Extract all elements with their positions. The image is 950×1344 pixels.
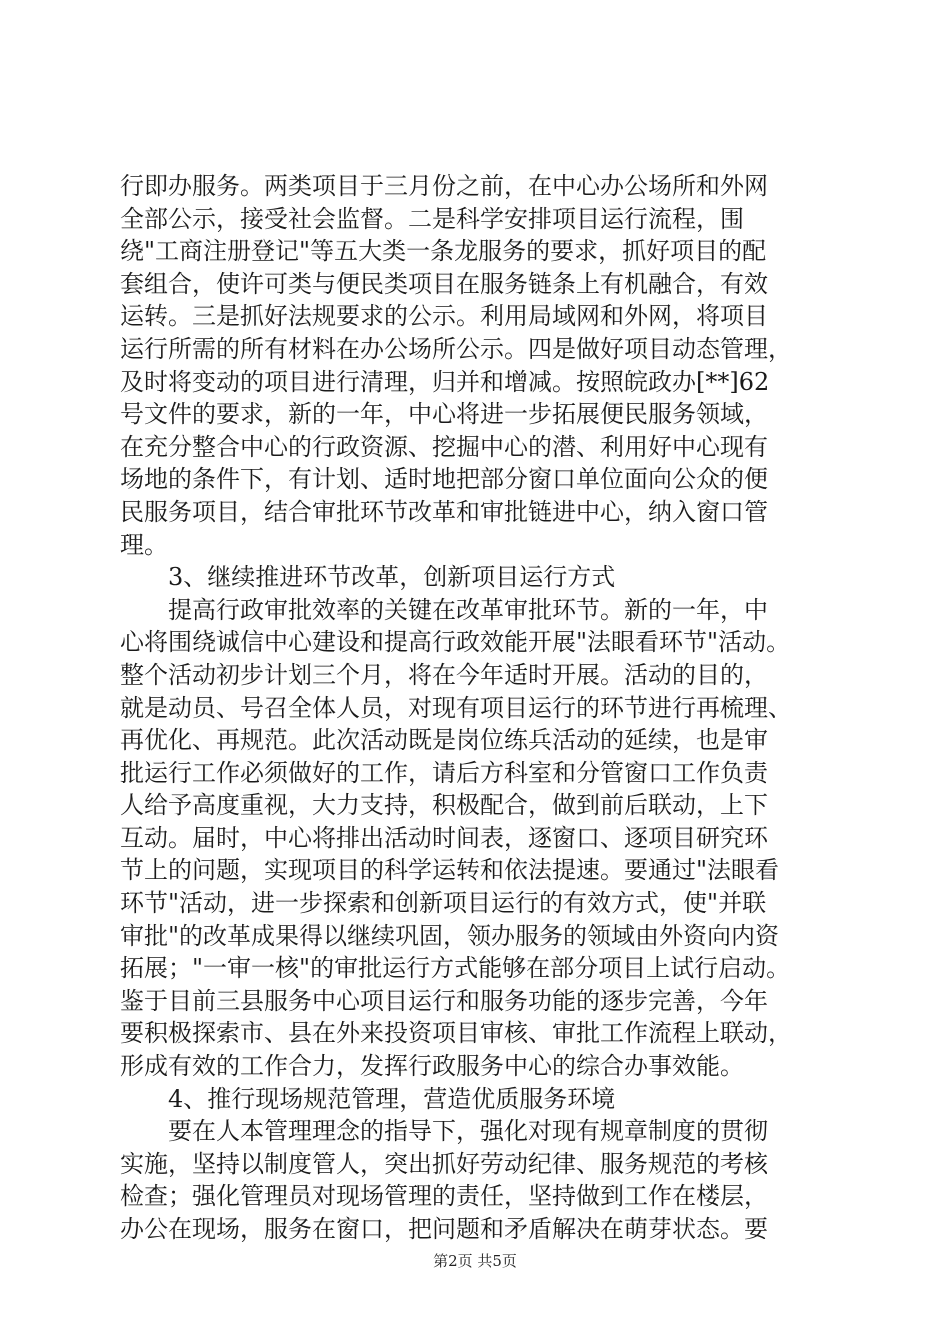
text-line: 心将围绕诚信中心建设和提高行政效能开展"法眼看环节"活动。 bbox=[120, 628, 791, 657]
text-line: 人给予高度重视，大力支持，积极配合，做到前后联动，上下 bbox=[120, 791, 768, 820]
text-line: 办公在现场，服务在窗口，把问题和矛盾解决在萌芽状态。要 bbox=[120, 1215, 768, 1243]
text-line: 民服务项目，结合审批环节改革和审批链进中心，纳入窗口管 bbox=[120, 497, 768, 526]
paragraph-start: 提高行政审批效率的关键在改革审批环节。新的一年，中 bbox=[168, 595, 768, 624]
page-number: 第2页 共5页 bbox=[433, 1252, 517, 1270]
text-line: 鉴于目前三县服务中心项目运行和服务功能的逐步完善，今年 bbox=[120, 986, 768, 1015]
text-line: 号文件的要求，新的一年，中心将进一步拓展便民服务领域， bbox=[120, 400, 768, 429]
section-heading-4: 4、推行现场规范管理，营造优质服务环境 bbox=[168, 1084, 616, 1113]
text-line: 在充分整合中心的行政资源、挖掘中心的潜、利用好中心现有 bbox=[120, 432, 768, 461]
text-line: 检查；强化管理员对现场管理的责任，坚持做到工作在楼层， bbox=[120, 1182, 768, 1211]
text-line: 环节"活动，进一步探索和创新项目运行的有效方式，使"并联 bbox=[120, 889, 767, 918]
body-text bbox=[120, 170, 832, 1246]
text-line: 场地的条件下，有计划、适时地把部分窗口单位面向公众的便 bbox=[120, 465, 768, 494]
text-line: 再优化、再规范。此次活动既是岗位练兵活动的延续，也是审 bbox=[120, 726, 768, 755]
text-line: 运转。三是抓好法规要求的公示。利用局域网和外网，将项目 bbox=[120, 302, 768, 331]
text-line: 审批"的改革成果得以继续巩固，领办服务的领域由外资向内资 bbox=[120, 921, 780, 950]
text-line: 整个活动初步计划三个月，将在今年适时开展。活动的目的， bbox=[120, 660, 768, 689]
text-line: 及时将变动的项目进行清理，归并和增减。按照皖政办[**]62 bbox=[120, 367, 770, 396]
text-line: 拓展；"一审一核"的审批运行方式能够在部分项目上试行启动。 bbox=[120, 954, 791, 983]
text-line: 理。 bbox=[120, 530, 168, 559]
text-line: 绕"工商注册登记"等五大类一条龙服务的要求，抓好项目的配 bbox=[120, 237, 767, 266]
paragraph-start: 要在人本管理理念的指导下，强化对现有规章制度的贯彻 bbox=[168, 1117, 768, 1146]
text-line: 节上的问题，实现项目的科学运转和依法提速。要通过"法眼看 bbox=[120, 856, 780, 885]
text-line: 要积极探索市、县在外来投资项目审核、审批工作流程上联动， bbox=[120, 1019, 792, 1048]
text-line: 实施，坚持以制度管人，突出抓好劳动纪律、服务规范的考核 bbox=[120, 1149, 768, 1178]
text-line: 行即办服务。两类项目于三月份之前，在中心办公场所和外网 bbox=[120, 172, 768, 200]
text-line: 互动。届时，中心将排出活动时间表，逐窗口、逐项目研究环 bbox=[120, 823, 768, 852]
section-heading-3: 3、继续推进环节改革，创新项目运行方式 bbox=[168, 563, 616, 592]
text-line: 批运行工作必须做好的工作，请后方科室和分管窗口工作负责 bbox=[120, 758, 768, 787]
text-line: 套组合，使许可类与便民类项目在服务链条上有机融合，有效 bbox=[120, 269, 768, 298]
text-line: 形成有效的工作合力，发挥行政服务中心的综合办事效能。 bbox=[120, 1052, 744, 1081]
text-line: 运行所需的所有材料在办公场所公示。四是做好项目动态管理， bbox=[120, 334, 792, 363]
text-line: 全部公示，接受社会监督。二是科学安排项目运行流程，围 bbox=[120, 204, 744, 233]
text-line: 就是动员、号召全体人员，对现有项目运行的环节进行再梳理、 bbox=[120, 693, 792, 722]
